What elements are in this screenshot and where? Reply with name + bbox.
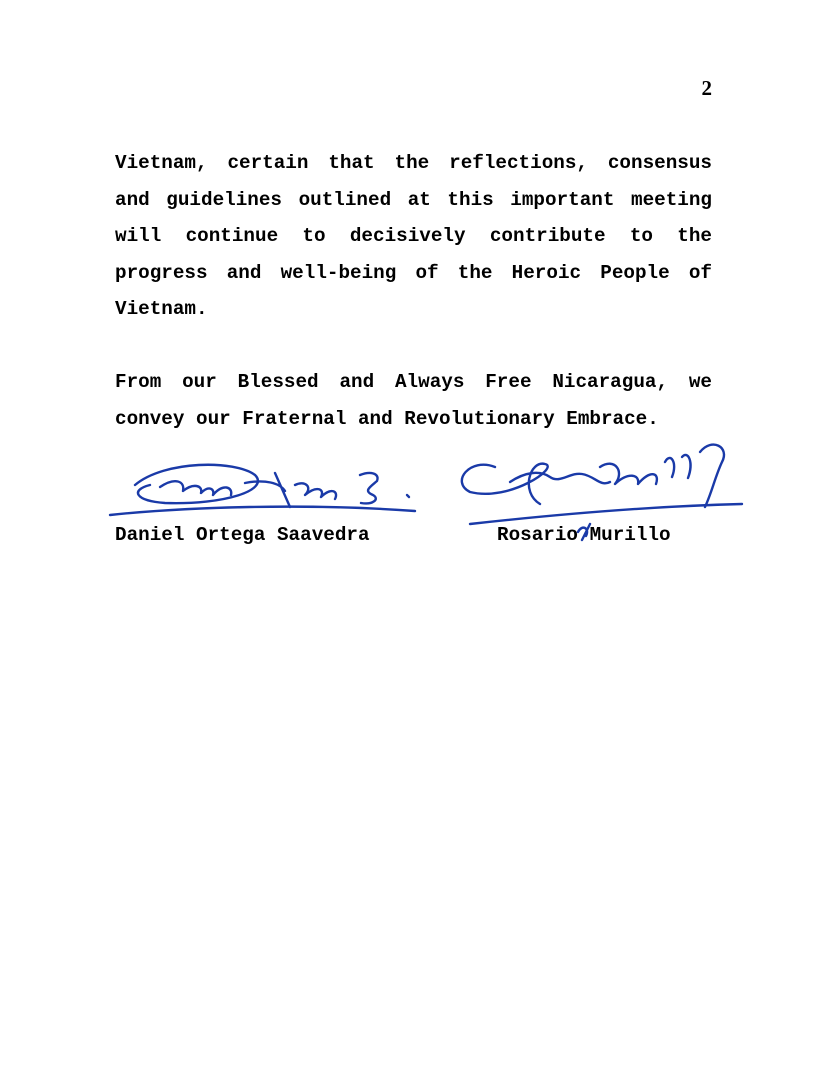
- signature-daniel-ortega: [105, 445, 425, 530]
- signatory-name-rosario-murillo: Rosario Murillo: [497, 524, 671, 546]
- body-paragraph-1: Vietnam, certain that the reflections, consensus and guidelines outlined at this important meeting will continue to decisively contribute to the progress and well-being of the Heroic People of Vietnam.: [115, 152, 712, 320]
- letter-body: [115, 145, 712, 437]
- signatory-name-daniel-ortega: Daniel Ortega Saavedra: [115, 524, 370, 546]
- page-number: 2: [701, 76, 712, 100]
- body-paragraph-2: From our Blessed and Always Free Nicaragua, we convey our Fraternal and Revolutionary Embrace.: [115, 371, 712, 430]
